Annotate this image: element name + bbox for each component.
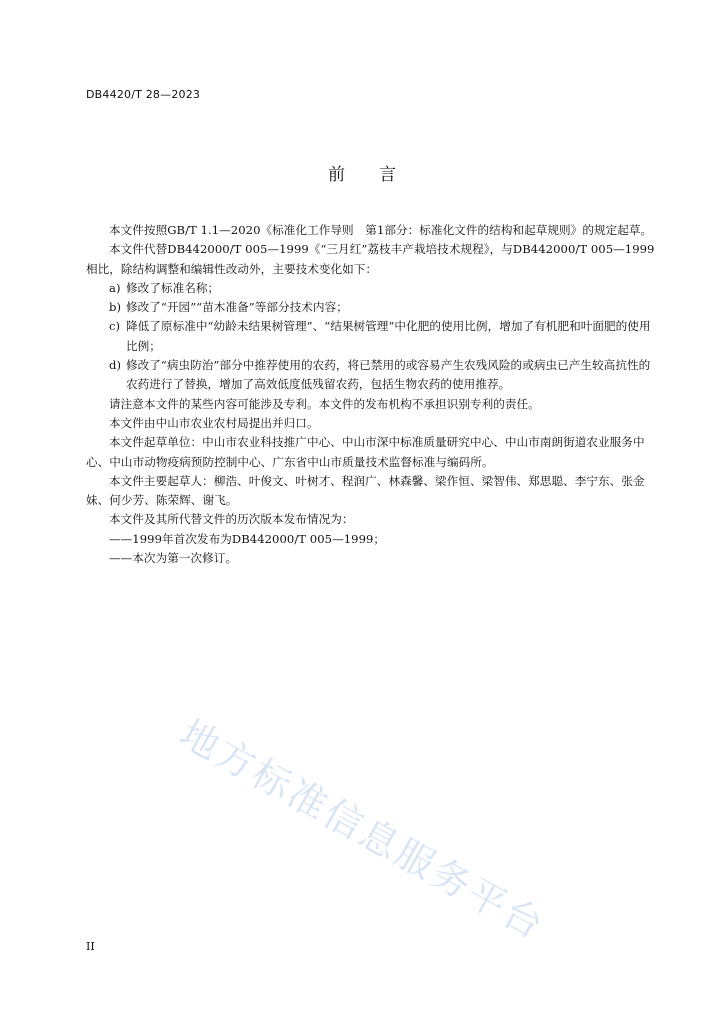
paragraph-drafters: 本文件主要起草人：柳浩、叶俊文、叶树才、程润广、林森馨、梁作恒、梁智伟、郑思聪、李宁东、张金妹、何少芳、陈荣辉、谢飞。 bbox=[86, 473, 645, 508]
paragraph-proposer: 本文件由中山市农业农村局提出并归口。 bbox=[109, 415, 319, 430]
list-item-text: 修改了“开园”“苗木准备”等部分技术内容； bbox=[126, 300, 348, 315]
list-item-label: a) bbox=[109, 280, 121, 295]
list-item-label: d) bbox=[109, 358, 122, 373]
paragraph-history-intro: 本文件及其所代替文件的历次版本发布情况为： bbox=[109, 512, 354, 527]
page-number: II bbox=[86, 940, 95, 953]
paragraph-drafting-basis: 本文件按照GB/T 1.1—2020《标准化工作导则 第1部分：标准化文件的结构和起草规则》的规定起草。 bbox=[109, 223, 653, 237]
paragraph-replaces: 本文件代替DB442000/T 005—1999《“三月红”荔枝丰产栽培技术规程》，与DB442000/T 005—1999相比，除结构调整和编辑性改动外，主要技术变化如下： bbox=[86, 242, 655, 276]
paragraph-patent-notice: 请注意本文件的某些内容可能涉及专利。本文件的发布机构不承担识别专利的责任。 bbox=[109, 396, 540, 411]
list-item bbox=[86, 279, 656, 298]
history-item: ——1999年首次发布为DB442000/T 005—1999； bbox=[109, 531, 386, 546]
list-item-label: b) bbox=[109, 300, 122, 315]
list-item bbox=[86, 356, 656, 395]
page-title: 前言 bbox=[328, 165, 430, 185]
list-item-text: 降低了原标准中“幼龄未结果树管理”、“结果树管理”中化肥的使用比例，增加了有机肥和叶面肥的使用比例； bbox=[126, 319, 651, 353]
list-item-label: c) bbox=[109, 319, 121, 334]
list-item-text: 修改了“病虫防治”部分中推荐使用的农药，将已禁用的或容易产生农残风险的或病虫已产生较高抗性的农药进行了替换，增加了高效低度低残留农药，包括生物农药的使用推荐。 bbox=[126, 358, 651, 392]
list-item bbox=[86, 298, 656, 317]
paragraph-drafting-units: 本文件起草单位：中山市农业科技推广中心、中山市深中标准质量研究中心、中山市南朗街道农业服务中心、中山市动物疫病预防控制中心、广东省中山市质量技术监督标准与编码所。 bbox=[86, 435, 645, 469]
list-item-text: 修改了标准名称； bbox=[126, 280, 220, 295]
list-item bbox=[86, 317, 656, 356]
watermark: 地方标准信息服务平台 bbox=[172, 711, 553, 949]
foreword-body bbox=[86, 221, 656, 568]
history-item: ——本次为第一次修订。 bbox=[109, 551, 238, 566]
standard-code: DB4420/T 28—2023 bbox=[86, 88, 201, 101]
